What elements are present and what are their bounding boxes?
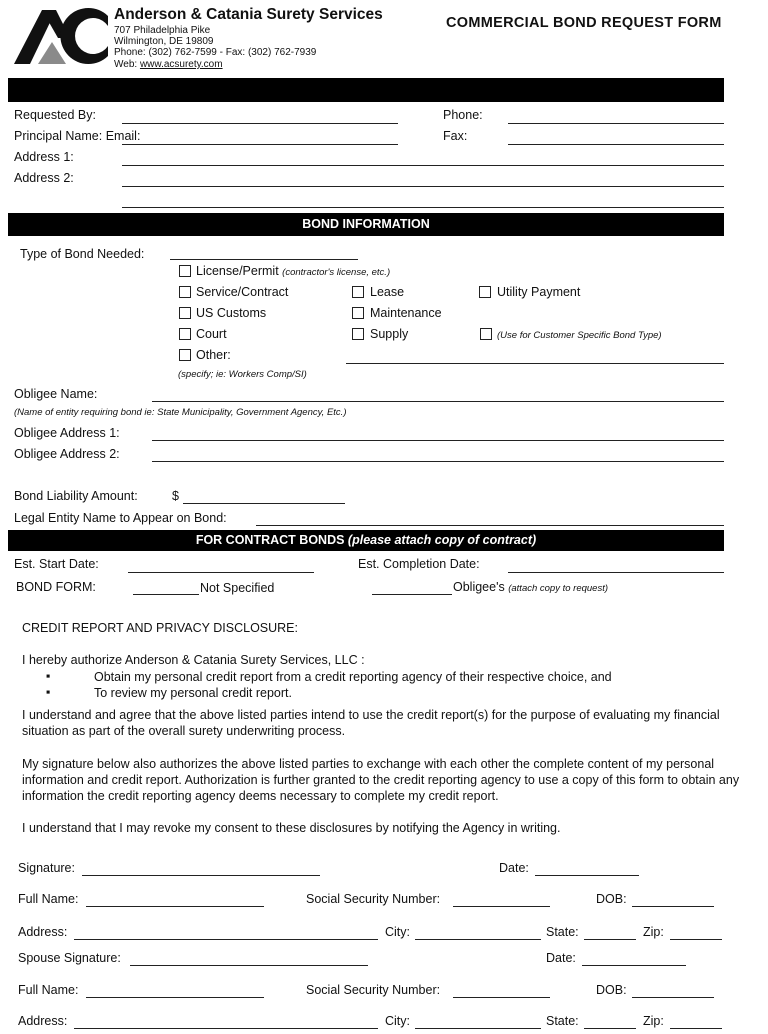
spouse-dob-label: DOB: (596, 983, 627, 997)
address-label: Address: (18, 925, 68, 939)
disclosure-para-3: I understand that I may revoke my consent to these disclosures by notifying the Agency in writing. (22, 821, 561, 835)
principal-email-label: Principal Name: Email: (14, 129, 141, 143)
completion-date-label: Est. Completion Date: (358, 557, 480, 571)
spouse-address-field[interactable] (74, 1028, 378, 1029)
lease-checkbox[interactable] (352, 286, 364, 298)
obligee-address1-field[interactable] (152, 440, 724, 441)
customs-label: US Customs (196, 306, 267, 320)
address-field[interactable] (74, 939, 378, 940)
supply-label: Supply (370, 327, 409, 341)
ssn-field[interactable] (453, 906, 550, 907)
phone-label: Phone: (443, 108, 483, 122)
spouse-full-name-field[interactable] (86, 997, 264, 998)
maintenance-checkbox[interactable] (352, 307, 364, 319)
spouse-ssn-label: Social Security Number: (306, 983, 441, 997)
obligee-address2-field[interactable] (152, 461, 724, 462)
maintenance-label: Maintenance (370, 306, 442, 320)
full-name-label: Full Name: (18, 892, 79, 906)
liability-label: Bond Liability Amount: (14, 489, 138, 503)
bullet-1-text: Obtain my personal credit report from a credit reporting agency of their respective choice, and (94, 670, 612, 684)
principal-email-field[interactable] (122, 144, 398, 145)
lease-label: Lease (370, 285, 405, 299)
start-date-field[interactable] (128, 572, 314, 573)
disclosure-title: CREDIT REPORT AND PRIVACY DISCLOSURE: (22, 621, 298, 635)
company-name: Anderson & Catania Surety Services (114, 6, 383, 23)
requested-by-label: Requested By: (14, 108, 96, 122)
signature-label: Signature: (18, 861, 75, 875)
dob-field[interactable] (632, 906, 714, 907)
spouse-state-label: State: (546, 1014, 579, 1028)
address3-field[interactable] (122, 207, 724, 208)
license-checkbox[interactable] (179, 265, 191, 277)
bond-type-label: Type of Bond Needed: (20, 247, 145, 261)
court-label: Court (196, 327, 227, 341)
fax-field[interactable] (508, 144, 724, 145)
bond-info-header: BOND INFORMATION (8, 213, 724, 236)
full-name-field[interactable] (86, 906, 264, 907)
spouse-ssn-field[interactable] (453, 997, 550, 998)
ssn-label: Social Security Number: (306, 892, 441, 906)
web-label: Web: (114, 59, 138, 70)
spouse-date-label: Date: (546, 951, 576, 965)
phone-field[interactable] (508, 123, 724, 124)
zip-label: Zip: (643, 925, 664, 939)
bond-form-label: BOND FORM: (16, 580, 96, 594)
company-phone-fax: Phone: (302) 762-7599 - Fax: (302) 762-7939 (114, 47, 317, 58)
disclosure-para-1: I understand and agree that the above listed parties intend to use the credit report(s) for the purpose of evaluating my financial situation as part of the overall surety underwriting process. (22, 708, 720, 738)
not-specified-label: Not Specified (200, 581, 275, 595)
court-checkbox[interactable] (179, 328, 191, 340)
other-label: Other: (196, 348, 231, 362)
obligees-field[interactable] (372, 594, 452, 595)
spouse-signature-field[interactable] (130, 965, 368, 966)
obligee-name-note: (Name of entity requiring bond ie: State Municipality, Government Agency, Etc.) (14, 407, 347, 418)
contract-bonds-header: FOR CONTRACT BONDS (please attach copy of contract) (8, 530, 724, 551)
completion-date-field[interactable] (508, 572, 724, 573)
authorize-text: I hereby authorize Anderson & Catania Surety Services, LLC : (22, 653, 365, 667)
spouse-zip-label: Zip: (643, 1014, 664, 1028)
legal-entity-field[interactable] (256, 525, 724, 526)
address2-field[interactable] (122, 186, 724, 187)
zip-field[interactable] (670, 939, 722, 940)
service-checkbox[interactable] (179, 286, 191, 298)
other-note: (specify; ie: Workers Comp/SI) (178, 369, 307, 380)
bond-type-field[interactable] (170, 259, 358, 260)
signature-field[interactable] (82, 875, 320, 876)
obligee-name-label: Obligee Name: (14, 387, 98, 401)
legal-entity-label: Legal Entity Name to Appear on Bond: (14, 511, 227, 525)
company-street: 707 Philadelphia Pike (114, 25, 211, 36)
state-label: State: (546, 925, 579, 939)
customs-checkbox[interactable] (179, 307, 191, 319)
spouse-address-label: Address: (18, 1014, 68, 1028)
state-field[interactable] (584, 939, 636, 940)
dob-label: DOB: (596, 892, 627, 906)
requested-by-field[interactable] (122, 123, 398, 124)
spouse-date-field[interactable] (582, 965, 686, 966)
date-field[interactable] (535, 875, 639, 876)
fax-label: Fax: (443, 129, 468, 143)
not-specified-field[interactable] (133, 594, 199, 595)
service-label: Service/Contract (196, 285, 289, 299)
supply-checkbox[interactable] (352, 328, 364, 340)
top-black-bar (8, 78, 724, 102)
custom-bond-checkbox[interactable] (480, 328, 492, 340)
date-label: Date: (499, 861, 529, 875)
license-label: License/Permit (contractor's license, etc.) (196, 264, 391, 278)
bullet-2-text: To review my personal credit report. (94, 686, 292, 700)
address2-label: Address 2: (14, 171, 74, 185)
bullet-2-marker: ▪ (46, 685, 51, 699)
company-logo (12, 6, 110, 66)
other-field[interactable] (346, 363, 724, 364)
spouse-city-field[interactable] (415, 1028, 541, 1029)
obligee-address1-label: Obligee Address 1: (14, 426, 120, 440)
disclosure-para-2: My signature below also authorizes the above listed parties to exchange with each other the complete content of my personal information and credit report. Authorization is further granted to the credit reporting agency to use a copy of this form to obtain any information the credit reporting agency deems necessary to complete my credit report. (22, 757, 740, 803)
utility-label: Utility Payment (497, 285, 581, 299)
spouse-state-field[interactable] (584, 1028, 636, 1029)
obligees-label: Obligee's (attach copy to request) (453, 580, 609, 594)
city-field[interactable] (415, 939, 541, 940)
city-label: City: (385, 925, 410, 939)
spouse-zip-field[interactable] (670, 1028, 722, 1029)
spouse-signature-label: Spouse Signature: (18, 951, 121, 965)
spouse-full-name-label: Full Name: (18, 983, 79, 997)
dollar-sign: $ (172, 489, 179, 503)
address1-field[interactable] (122, 165, 724, 166)
bullet-1-marker: ▪ (46, 669, 51, 683)
obligee-address2-label: Obligee Address 2: (14, 447, 120, 461)
start-date-label: Est. Start Date: (14, 557, 99, 571)
spouse-dob-field[interactable] (632, 997, 714, 998)
form-title: COMMERCIAL BOND REQUEST FORM (446, 15, 722, 31)
address1-label: Address 1: (14, 150, 74, 164)
other-checkbox[interactable] (179, 349, 191, 361)
spouse-city-label: City: (385, 1014, 410, 1028)
company-city: Wilmington, DE 19809 (114, 36, 214, 47)
company-web (114, 59, 223, 70)
obligee-name-field[interactable] (152, 401, 724, 402)
custom-bond-note: (Use for Customer Specific Bond Type) (497, 330, 662, 341)
web-link[interactable]: www.acsurety.com (139, 59, 223, 70)
liability-field[interactable] (183, 503, 345, 504)
utility-checkbox[interactable] (479, 286, 491, 298)
